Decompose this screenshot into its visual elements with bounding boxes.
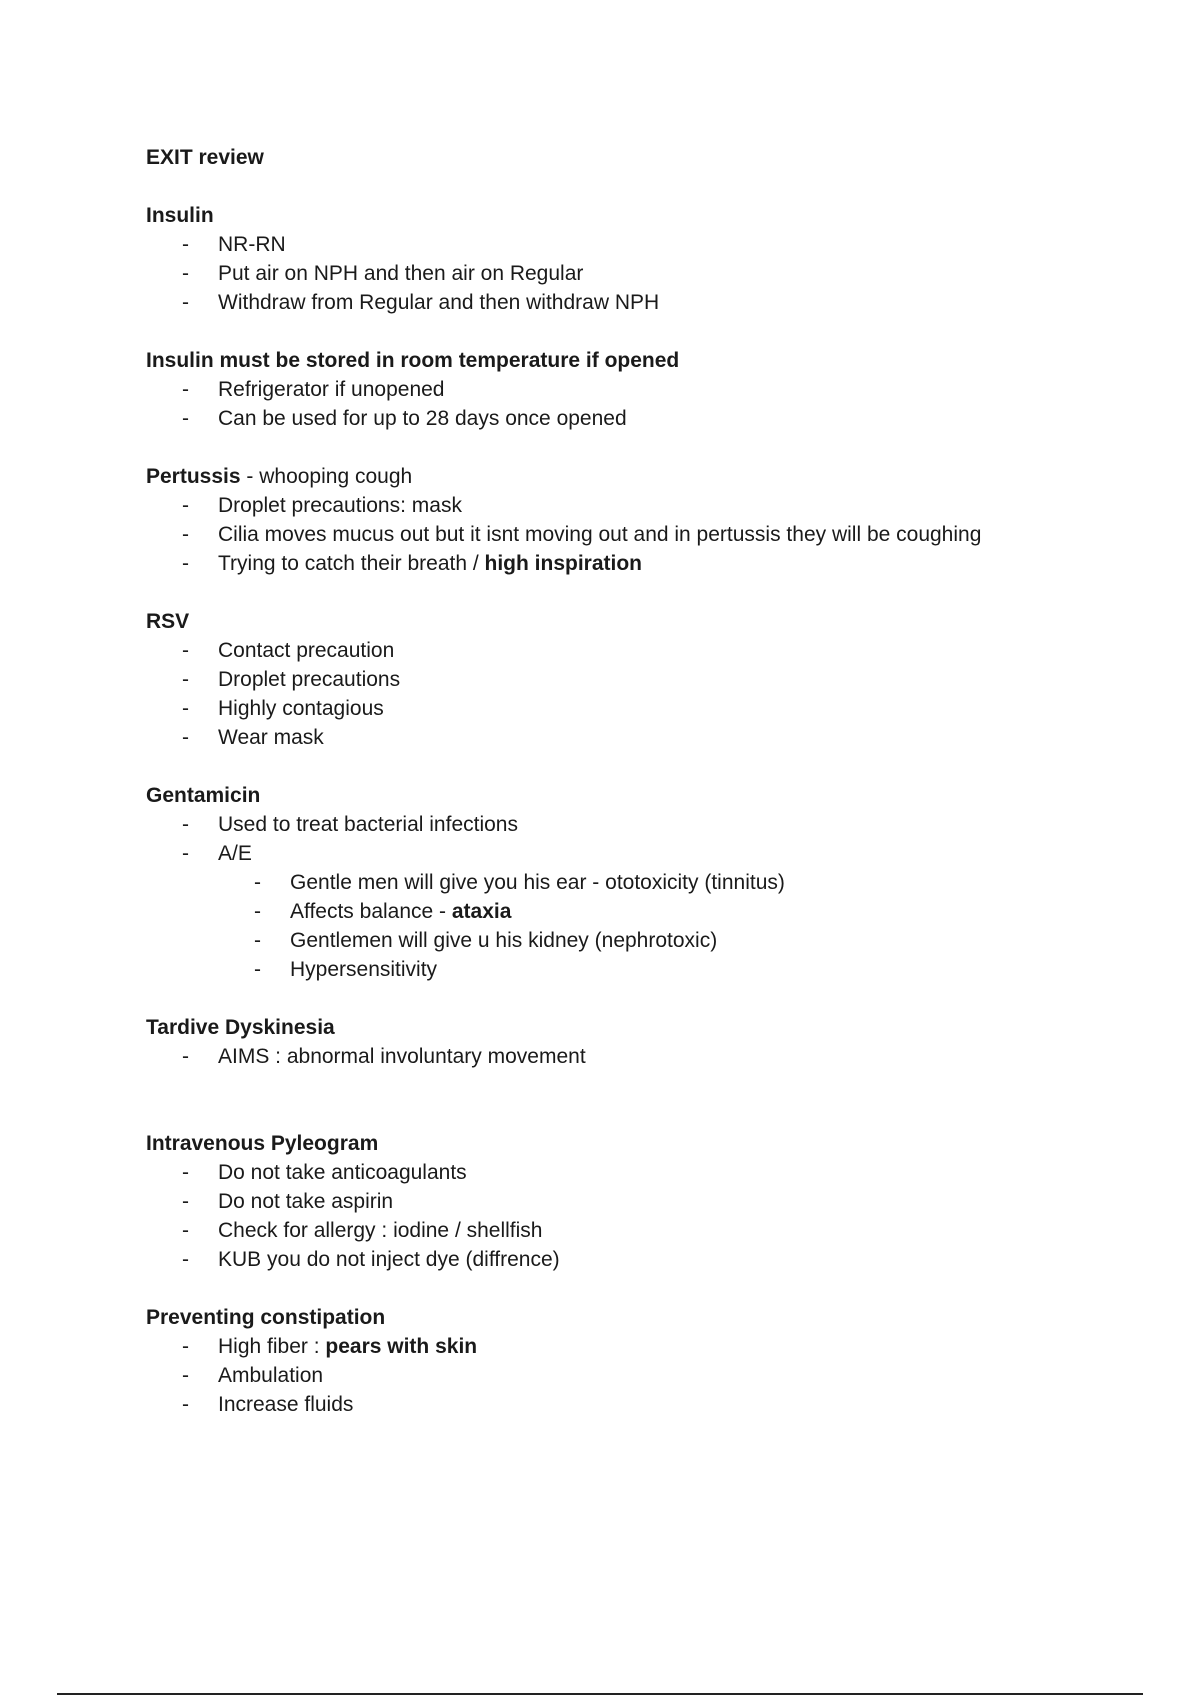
heading-suffix: - whooping cough [240, 465, 413, 488]
list-item: - A/E [146, 839, 1146, 868]
list-item: - Increase fluids [146, 1390, 1146, 1419]
item-emphasis: high inspiration [484, 552, 643, 575]
list-item: - Droplet precautions [146, 665, 1146, 694]
list-item: - Wear mask [146, 723, 1146, 752]
nested-list-item: - Hypersensitivity [218, 955, 1146, 984]
bullet-list [146, 491, 1146, 578]
list-item: - Check for allergy : iodine / shellfish [146, 1216, 1146, 1245]
list-item: - KUB you do not inject dye (diffrence) [146, 1245, 1146, 1274]
section-insulin [146, 201, 1146, 317]
list-item [146, 1332, 1146, 1361]
nested-bullet-list [146, 868, 1146, 984]
section-heading: Insulin [146, 204, 214, 227]
section-heading: Intravenous Pyleogram [146, 1132, 379, 1155]
bullet-list [146, 1158, 1146, 1274]
list-item: - Can be used for up to 28 days once opened [146, 404, 1146, 433]
list-item: - AIMS : abnormal involuntary movement [146, 1042, 1146, 1071]
document-page [146, 143, 1146, 1448]
item-emphasis: pears with skin [325, 1335, 478, 1358]
section-gentamicin [146, 781, 1146, 984]
section-heading: Insulin must be stored in room temperature if opened [146, 349, 680, 372]
item-text: Trying to catch their breath / [218, 552, 485, 575]
section-heading [146, 462, 1146, 491]
section-heading: Gentamicin [146, 784, 261, 807]
section-heading: Tardive Dyskinesia [146, 1016, 335, 1039]
list-item: - Contact precaution [146, 636, 1146, 665]
section-heading: RSV [146, 610, 190, 633]
bullet-list [146, 375, 1146, 433]
bullet-list [146, 1332, 1146, 1419]
list-item: - Highly contagious [146, 694, 1146, 723]
list-item: - Cilia moves mucus out but it isnt moving out and in pertussis they will be coughing [146, 520, 1146, 549]
list-item [146, 549, 1146, 578]
list-item: - Do not take aspirin [146, 1187, 1146, 1216]
section-intravenous-pyleogram [146, 1129, 1146, 1274]
section-insulin-storage [146, 346, 1146, 433]
heading-bold-text: Pertussis [146, 465, 241, 488]
nested-list-item: - Gentlemen will give u his kidney (nephrotoxic) [218, 926, 1146, 955]
section-tardive-dyskinesia [146, 1013, 1146, 1071]
list-item: - Refrigerator if unopened [146, 375, 1146, 404]
document-title: EXIT review [146, 146, 264, 169]
section-preventing-constipation [146, 1303, 1146, 1419]
bullet-list [146, 636, 1146, 752]
section-heading: Preventing constipation [146, 1306, 386, 1329]
nested-list-item: - Gentle men will give you his ear - ototoxicity (tinnitus) [218, 868, 1146, 897]
bullet-list [146, 230, 1146, 317]
nested-list-item [218, 897, 1146, 926]
item-emphasis: ataxia [451, 900, 512, 923]
list-item: - Used to treat bacterial infections [146, 810, 1146, 839]
item-text: High fiber : [218, 1335, 326, 1358]
item-text: Affects balance - [290, 900, 452, 923]
blank-line [146, 1100, 1146, 1129]
bullet-list [146, 810, 1146, 868]
bullet-list [146, 1042, 1146, 1071]
list-item: - Do not take anticoagulants [146, 1158, 1146, 1187]
section-rsv [146, 607, 1146, 752]
list-item: - Ambulation [146, 1361, 1146, 1390]
section-pertussis [146, 462, 1146, 578]
list-item: - NR-RN [146, 230, 1146, 259]
footer-divider [57, 1693, 1143, 1695]
list-item: - Put air on NPH and then air on Regular [146, 259, 1146, 288]
list-item: - Droplet precautions: mask [146, 491, 1146, 520]
list-item: - Withdraw from Regular and then withdraw NPH [146, 288, 1146, 317]
